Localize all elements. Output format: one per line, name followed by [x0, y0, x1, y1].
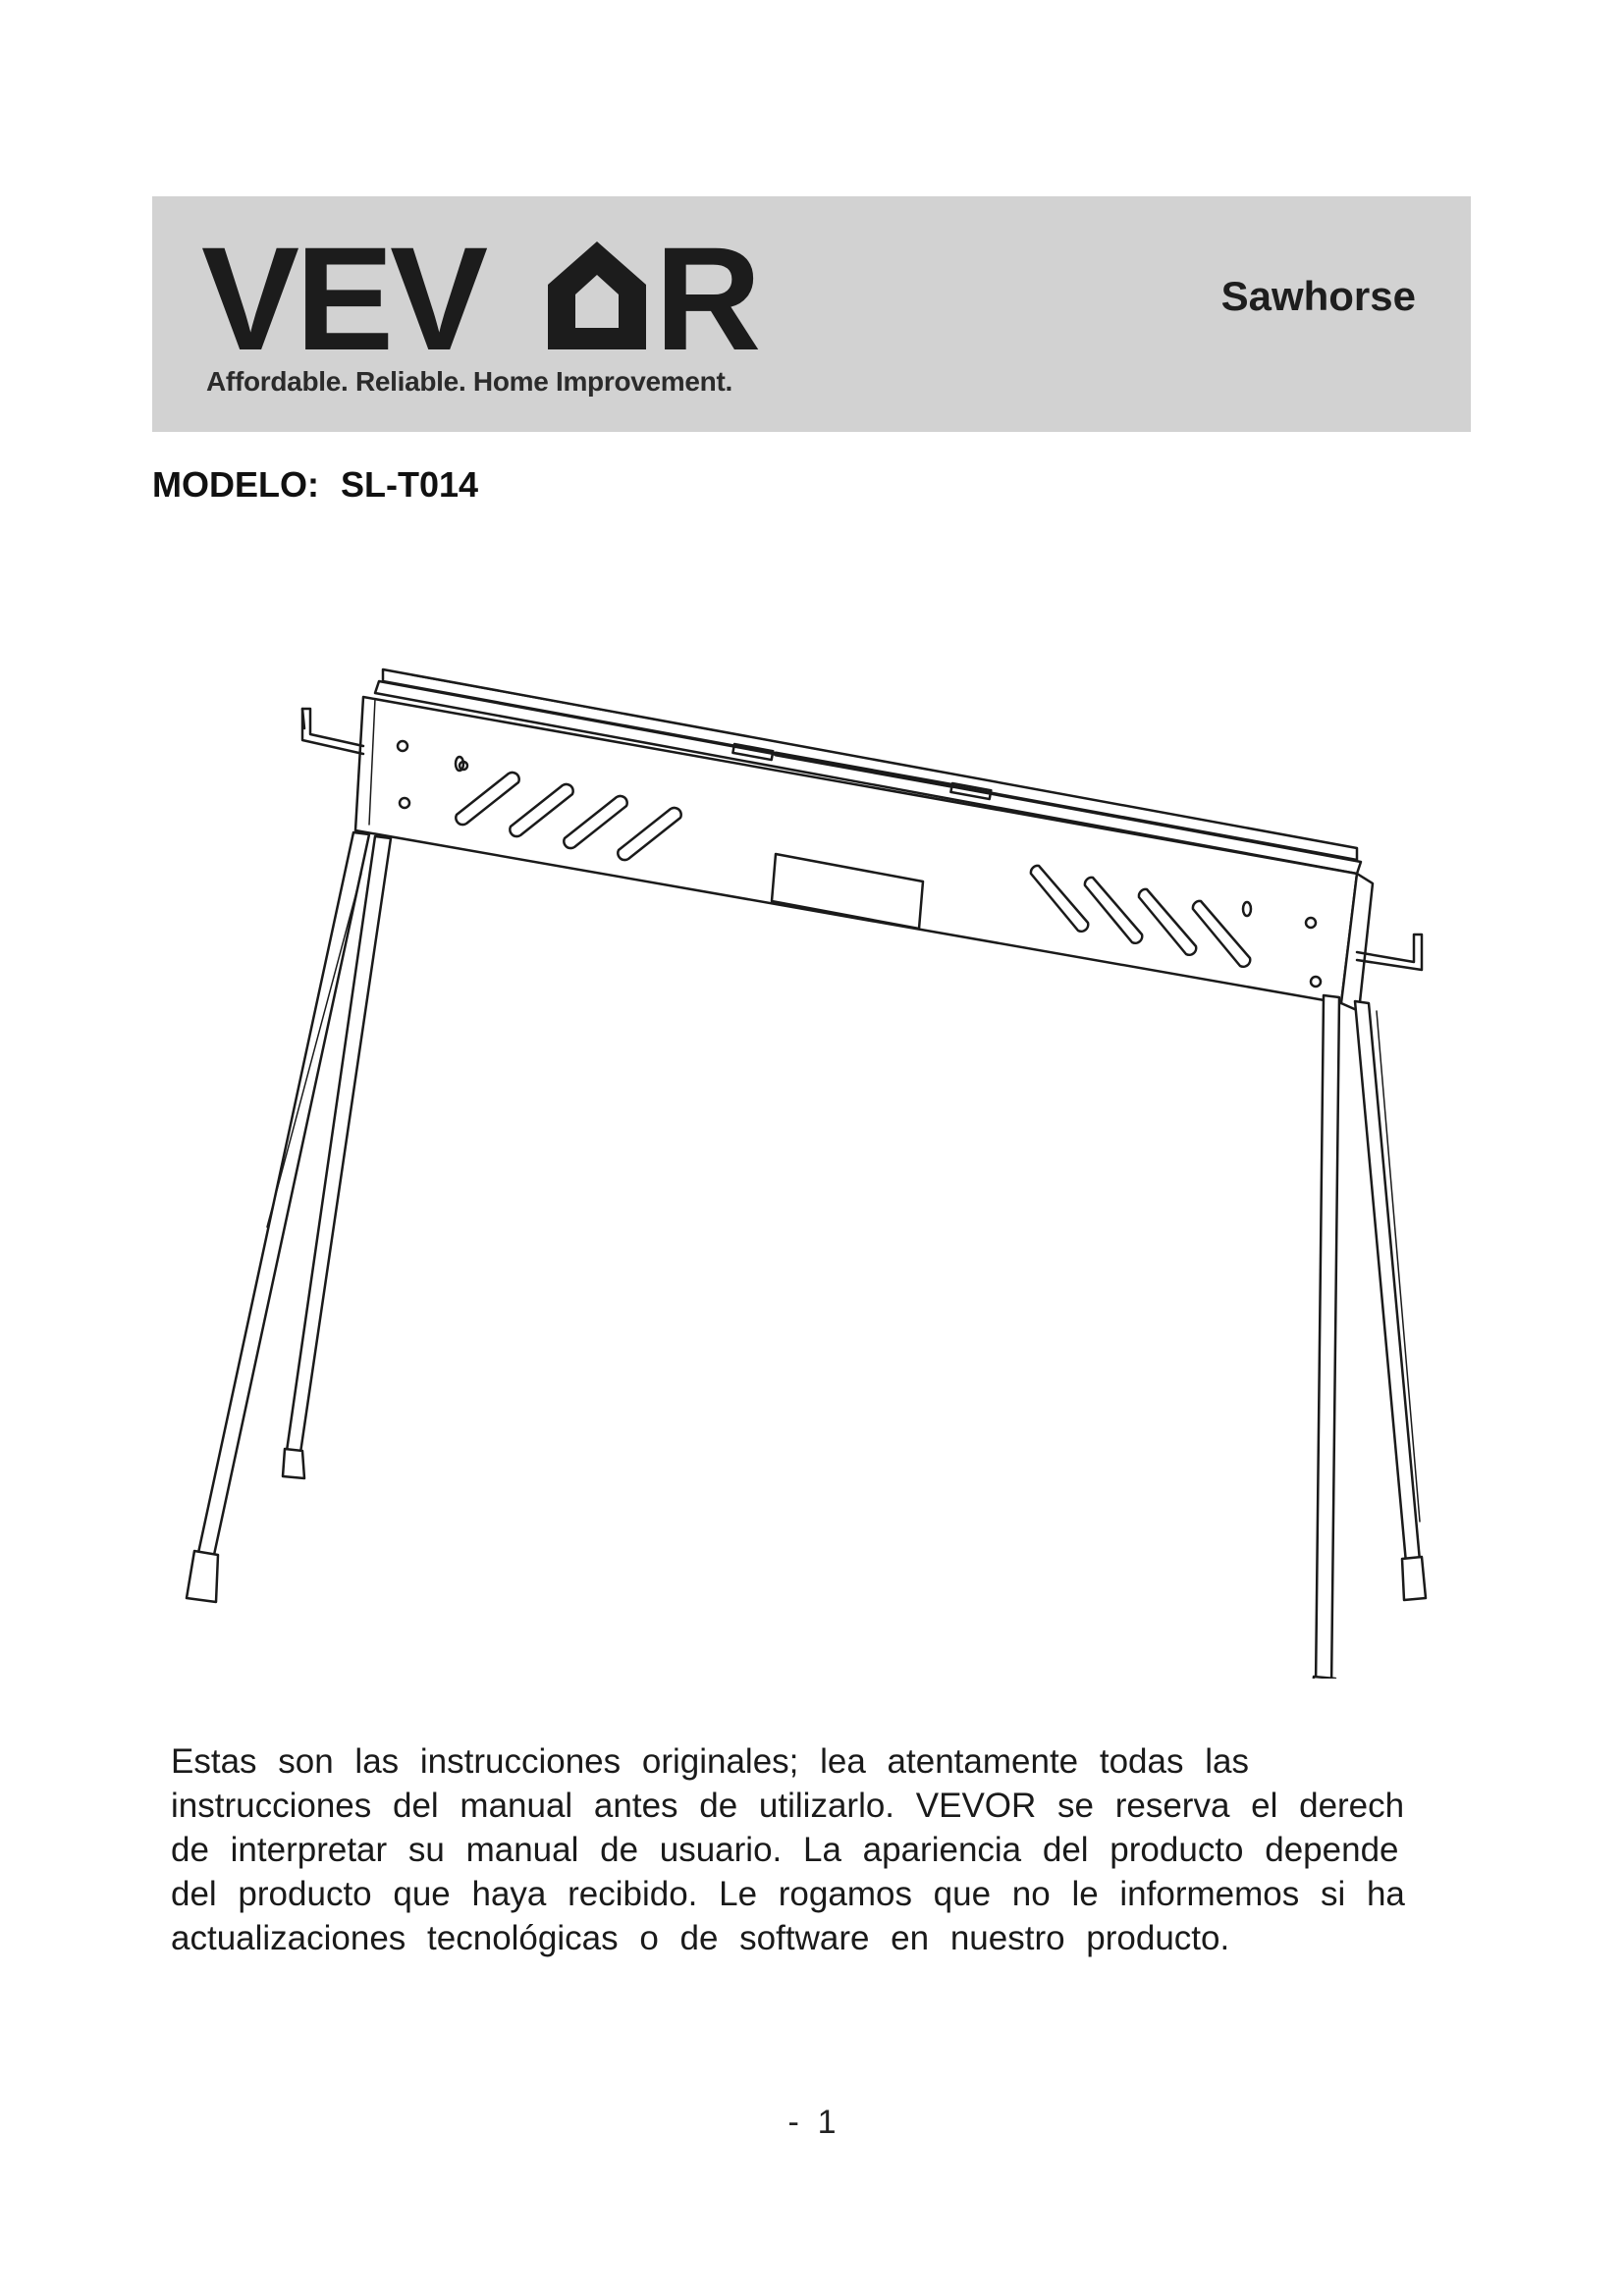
svg-text:R: R	[655, 234, 762, 361]
brand-tagline: Affordable. Reliable. Home Improvement.	[206, 366, 732, 397]
intro-line: del producto que haya recibido. Le rogamos que no le informemos si ha	[171, 1875, 1405, 1913]
svg-text:VEV: VEV	[201, 234, 485, 361]
intro-paragraph	[171, 1739, 1624, 1960]
vevor-logo	[201, 234, 781, 361]
model-line	[152, 464, 478, 506]
document-title: Sawhorse	[1220, 273, 1416, 319]
sawhorse-illustration	[147, 638, 1483, 1679]
intro-line: Estas son las instrucciones originales; lea atentamente todas las	[171, 1742, 1249, 1781]
intro-line: actualizaciones tecnológicas o de software en nuestro producto.	[171, 1919, 1230, 1957]
model-number: SL-T014	[340, 464, 479, 505]
page-number: - 1	[787, 2104, 837, 2141]
intro-line: instrucciones del manual antes de utilizarlo. VEVOR se reserva el derech	[171, 1787, 1405, 1825]
intro-line: de interpretar su manual de usuario. La apariencia del producto depende	[171, 1831, 1399, 1869]
model-label: MODELO:	[152, 464, 319, 505]
